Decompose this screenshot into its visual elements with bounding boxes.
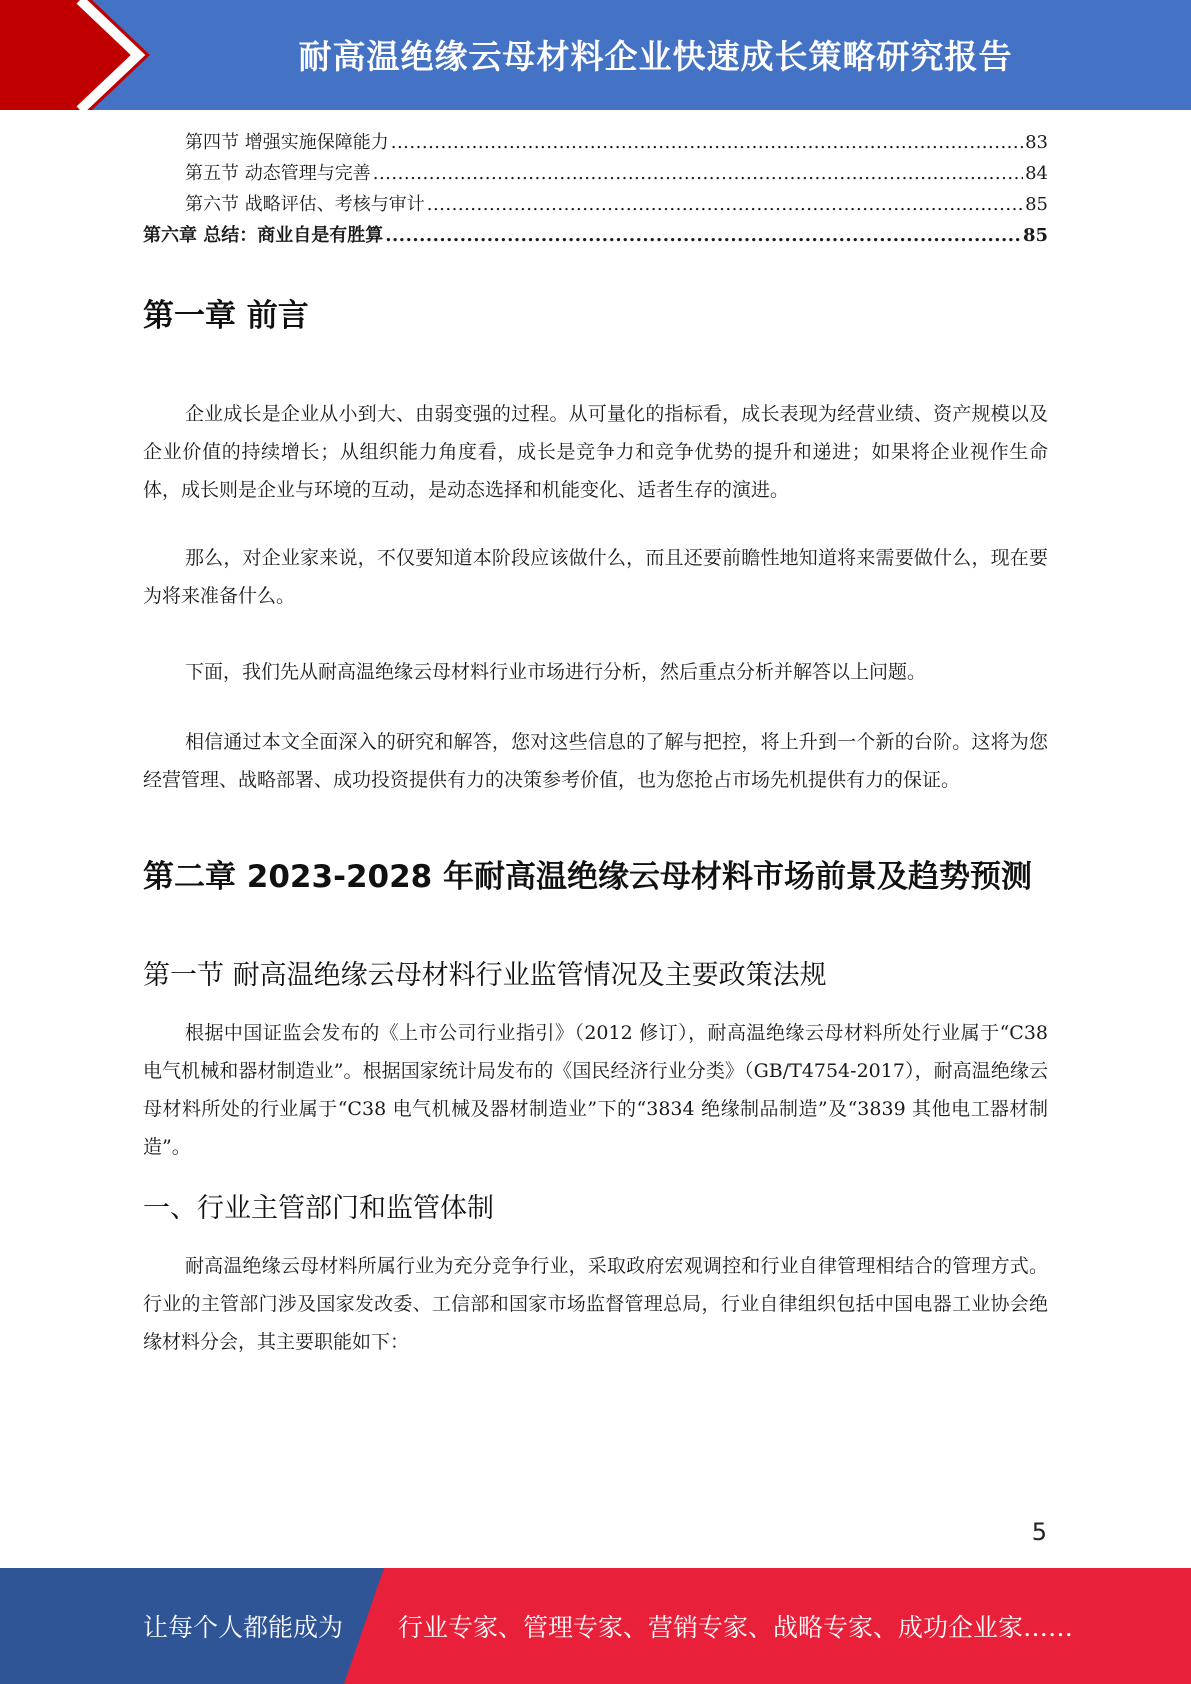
toc-leader-dots (427, 194, 1023, 215)
chapter-1-paragraph-2: 那么，对企业家来说，不仅要知道本阶段应该做什么，而且还要前瞻性地知道将来需要做什么，现在要为将来准备什么。 (143, 547, 1048, 607)
section-1-paragraph: 根据中国证监会发布的《上市公司行业指引》（2012 修订），耐高温绝缘云母材料所处行业属于“C38 电气机械和器材制造业”。根据国家统计局发布的《国民经济行业分类》（GB/T4754-2017），耐高温绝缘云母材料所处的行业属于“C38 电气机械及器材制造业”下的“3834 绝缘制品制造”及“3839 其他电工器材制造”。 (143, 1022, 1048, 1158)
toc-leader-dots (385, 225, 1021, 246)
subsection-1-heading: 一、行业主管部门和监管体制 (143, 1193, 494, 1224)
toc-entry-label: 第五节 动态管理与完善 (185, 163, 371, 184)
toc-entry[interactable] (143, 128, 1048, 159)
toc-entry-page: 85 (1025, 194, 1048, 215)
header-title: 耐高温绝缘云母材料企业快速成长策略研究报告 (298, 36, 1013, 76)
footer-slogan-right: 行业专家、管理专家、营销专家、战略专家、成功企业家…… (398, 1613, 1074, 1642)
footer-slogan-left: 让每个人都能成为 (143, 1613, 344, 1642)
chapter-1-paragraph-1: 企业成长是企业从小到大、由弱变强的过程。从可量化的指标看，成长表现为经营业绩、资产规模以及企业价值的持续增长；从组织能力角度看，成长是竞争力和竞争优势的提升和递进；如果将企业视作生命体，成长则是企业与环境的互动，是动态选择和机能变化、适者生存的演进。 (143, 403, 1048, 501)
chapter-2-heading: 第二章 2023-2028 年耐高温绝缘云母材料市场前景及趋势预测 (143, 859, 1033, 895)
section-1-heading: 第一节 耐高温绝缘云母材料行业监管情况及主要政策法规 (143, 960, 827, 991)
chapter-1-paragraph-4: 相信通过本文全面深入的研究和解答，您对这些信息的了解与把控，将上升到一个新的台阶。这将为您经营管理、战略部署、成功投资提供有力的决策参考价值，也为您抢占市场先机提供有力的保证。 (143, 731, 1048, 791)
toc-entry[interactable] (143, 190, 1048, 221)
toc-entry-label: 第六节 战略评估、考核与审计 (185, 194, 425, 215)
document-body (143, 290, 1048, 1361)
toc-entry-label: 第四节 增强实施保障能力 (185, 132, 389, 153)
table-of-contents (143, 128, 1048, 252)
toc-entry-label: 第六章 总结：商业自是有胜算 (143, 225, 384, 246)
toc-chapter-entry[interactable] (143, 221, 1048, 252)
subsection-1-paragraph: 耐高温绝缘云母材料所属行业为充分竞争行业，采取政府宏观调控和行业自律管理相结合的管理方式。行业的主管部门涉及国家发改委、工信部和国家市场监督管理总局，行业自律组织包括中国电器工业协会绝缘材料分会，其主要职能如下： (143, 1255, 1048, 1353)
toc-entry-page: 85 (1022, 225, 1048, 246)
toc-leader-dots (373, 163, 1023, 184)
toc-entry[interactable] (143, 159, 1048, 190)
page-footer (0, 1568, 1191, 1684)
toc-entry-page: 83 (1025, 132, 1048, 153)
toc-leader-dots (391, 132, 1023, 153)
toc-entry-page: 84 (1025, 163, 1048, 184)
chapter-1-paragraph-3: 下面，我们先从耐高温绝缘云母材料行业市场进行分析，然后重点分析并解答以上问题。 (185, 661, 927, 683)
page-number: 5 (1031, 1518, 1047, 1546)
chapter-1-heading: 第一章 前言 (143, 298, 309, 334)
page-header (0, 0, 1191, 110)
